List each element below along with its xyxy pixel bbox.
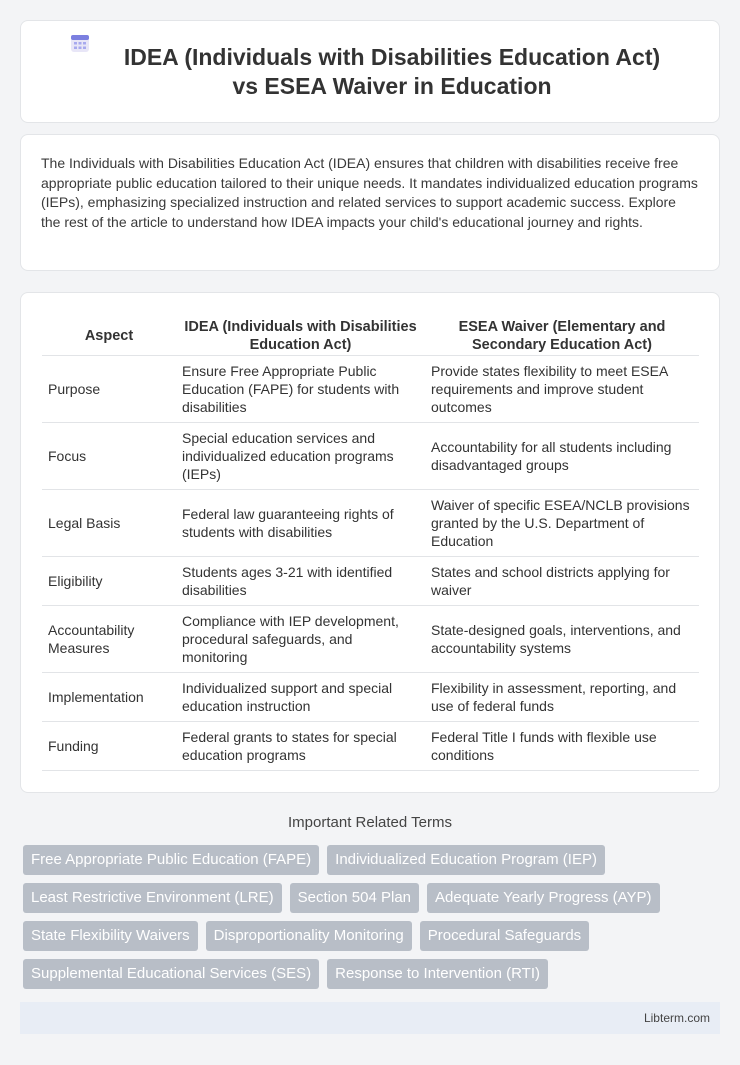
table-row (42, 672, 699, 721)
row-esea: Waiver of specific ESEA/NCLB provisions granted by the U.S. Department of Education (425, 489, 699, 556)
related-terms-title: Important Related Terms (288, 814, 452, 831)
table-header-row (42, 317, 699, 355)
header-idea: IDEA (Individuals with Disabilities Education Act) (176, 317, 425, 355)
row-idea: Federal grants to states for special education programs (176, 721, 425, 770)
related-term-tag[interactable]: Free Appropriate Public Education (FAPE) (23, 845, 319, 875)
page-title: IDEA (Individuals with Disabilities Education Act) vs ESEA Waiver in Education (123, 43, 661, 99)
related-term-tag[interactable]: Response to Intervention (RTI) (327, 959, 548, 989)
row-esea: Federal Title I funds with flexible use conditions (425, 721, 699, 770)
intro-paragraph: The Individuals with Disabilities Education Act (IDEA) ensures that children with disabilities receive free appropriate public education tailored to their unique needs. It mandates individualized education programs (IEPs), emphasizing specialized instruction and related services to support academic success. Explore the rest of the article to understand how IDEA impacts your child's educational journey and rights. (41, 155, 698, 230)
footer (20, 1002, 720, 1034)
row-aspect: Implementation (42, 672, 176, 721)
table-row (42, 355, 699, 422)
row-aspect: Accountability Measures (42, 605, 176, 672)
intro-card (20, 134, 720, 271)
header-esea: ESEA Waiver (Elementary and Secondary Education Act) (425, 317, 699, 355)
row-esea: Flexibility in assessment, reporting, and use of federal funds (425, 672, 699, 721)
row-aspect: Focus (42, 422, 176, 489)
related-term-tag[interactable]: Supplemental Educational Services (SES) (23, 959, 319, 989)
row-esea: Accountability for all students including disadvantaged groups (425, 422, 699, 489)
row-esea: Provide states flexibility to meet ESEA requirements and improve student outcomes (425, 355, 699, 422)
table-row (42, 422, 699, 489)
row-aspect: Funding (42, 721, 176, 770)
related-term-tag[interactable]: Section 504 Plan (290, 883, 419, 913)
related-term-tag[interactable]: Individualized Education Program (IEP) (327, 845, 605, 875)
footer-site-link[interactable]: Libterm.com (643, 1011, 710, 1025)
related-terms-list (23, 845, 713, 989)
comparison-card (20, 292, 720, 793)
related-term-tag[interactable]: State Flexibility Waivers (23, 921, 198, 951)
row-idea: Special education services and individualized education programs (IEPs) (176, 422, 425, 489)
related-term-tag[interactable]: Least Restrictive Environment (LRE) (23, 883, 282, 913)
row-idea: Ensure Free Appropriate Public Education (FAPE) for students with disabilities (176, 355, 425, 422)
row-idea: Federal law guaranteeing rights of students with disabilities (176, 489, 425, 556)
header-aspect: Aspect (42, 317, 176, 355)
row-aspect: Legal Basis (42, 489, 176, 556)
row-esea: States and school districts applying for waiver (425, 556, 699, 605)
row-idea: Students ages 3-21 with identified disabilities (176, 556, 425, 605)
row-idea: Compliance with IEP development, procedural safeguards, and monitoring (176, 605, 425, 672)
related-term-tag[interactable]: Adequate Yearly Progress (AYP) (427, 883, 660, 913)
row-idea: Individualized support and special education instruction (176, 672, 425, 721)
table-row (42, 721, 699, 770)
related-term-tag[interactable]: Disproportionality Monitoring (206, 921, 412, 951)
table-row (42, 489, 699, 556)
row-aspect: Eligibility (42, 556, 176, 605)
calendar-icon (68, 31, 92, 55)
comparison-table (42, 317, 699, 771)
row-esea: State-designed goals, interventions, and accountability systems (425, 605, 699, 672)
row-aspect: Purpose (42, 355, 176, 422)
table-row (42, 605, 699, 672)
title-card (20, 20, 720, 123)
table-row (42, 556, 699, 605)
related-term-tag[interactable]: Procedural Safeguards (420, 921, 589, 951)
